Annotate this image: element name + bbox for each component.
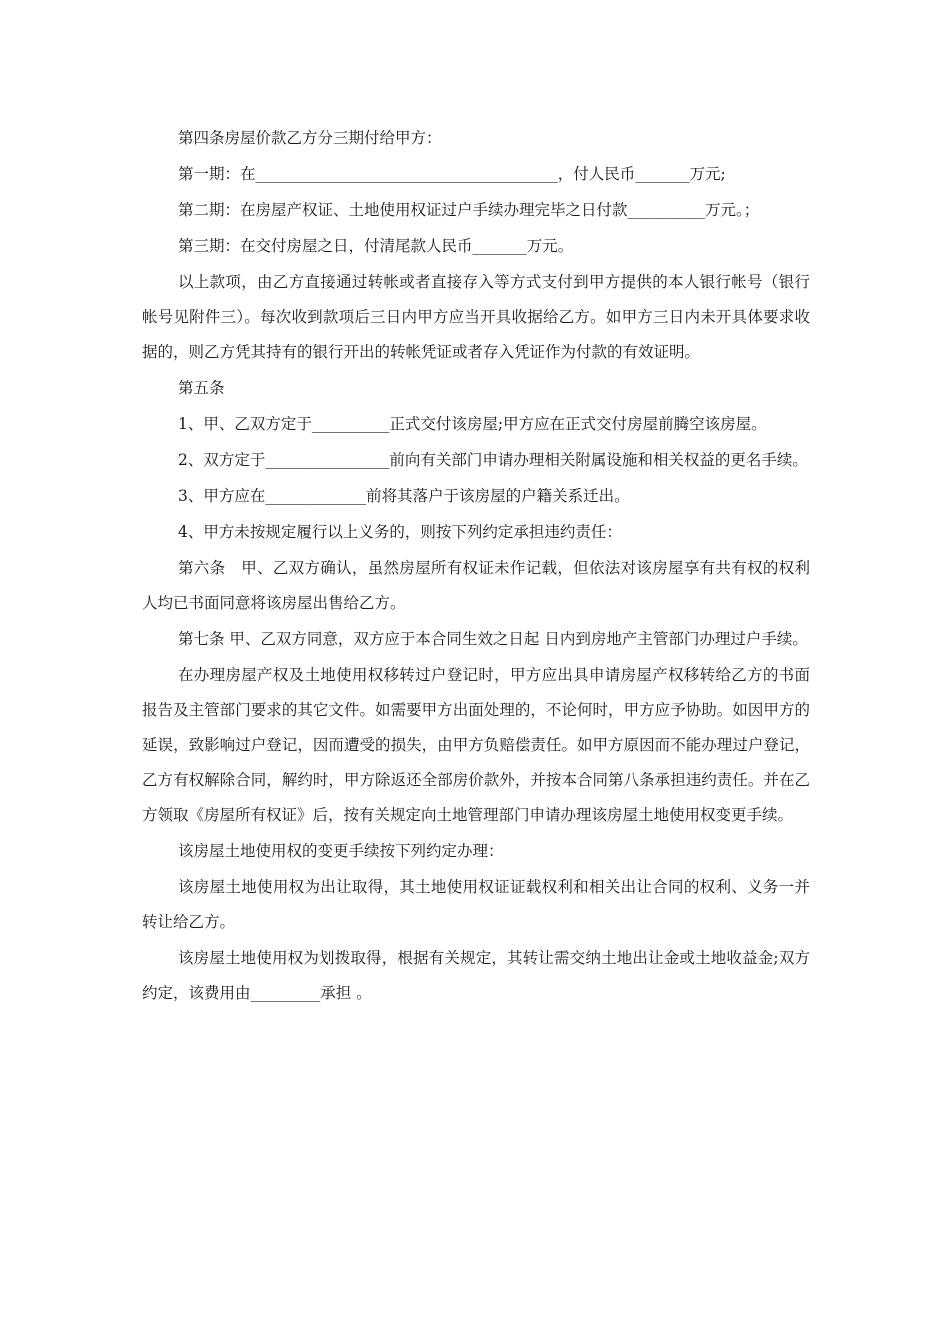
article-6-text: 第六条 甲、乙双方确认，虽然房屋所有权证未作记载，但依法对该房屋享有共有权的权利人均已书面同意将该房屋出售给乙方。	[142, 559, 810, 612]
article-5-item-2: 2、双方定于________________前向有关部门申请办理相关附属设施和相关权益的更名手续。	[178, 451, 808, 469]
article-5-title: 第五条	[178, 379, 225, 397]
article-5-item-1: 1、甲、乙双方定于__________正式交付该房屋;甲方应在正式交付房屋前腾空该房屋。	[178, 415, 767, 433]
article-7-transfer-registration: 在办理房屋产权及土地使用权移转过户登记时，甲方应出具申请房屋产权移转给乙方的书面报告及主管部门要求的其它文件。如需要甲方出面处理的，不论何时，甲方应予协助。如因甲方的延误，致影响过户登记，因而遭受的损失，由甲方负赔偿责任。如甲方原因而不能办理过户登记，乙方有权解除合同，解约时，甲方除返还全部房价款外，并按本合同第八条承担违约责任。并在乙方领取《房屋所有权证》后，按有关规定向土地管理部门申请办理该房屋土地使用权变更手续。	[142, 666, 810, 824]
article-5-item-3: 3、甲方应在_____________前将其落户于该房屋的户籍关系迁出。	[178, 487, 630, 505]
article-4-phase-3: 第三期：在交付房屋之日，付清尾款人民币_______万元。	[178, 237, 574, 255]
article-7-land-transfer: 该房屋土地使用权为出让取得，其土地使用权证证载权利和相关出让合同的权利、义务一并转让给乙方。	[142, 878, 810, 931]
article-7-land-change-intro: 该房屋土地使用权的变更手续按下列约定办理：	[178, 842, 504, 860]
article-4-phase-2: 第二期：在房屋产权证、土地使用权证过户手续办理完毕之日付款__________万元。；	[178, 201, 760, 219]
article-7-text: 第七条 甲、乙双方同意，双方应于本合同生效之日起 日内到房地产主管部门办理过户手续。	[178, 630, 808, 648]
article-4-payment-method: 以上款项，由乙方直接通过转帐或者直接存入等方式支付到甲方提供的本人银行帐号（银行帐号见附件三）。每次收到款项后三日内甲方应当开具收据给乙方。如甲方三日内未开具体要求收据的，则乙方凭其持有的银行开出的转帐凭证或者存入凭证作为付款的有效证明。	[142, 273, 810, 361]
contract-body	[142, 121, 810, 1011]
article-7-land-allocation: 该房屋土地使用权为划拨取得，根据有关规定，其转让需交纳土地出让金或土地收益金;双方约定，该费用由_________承担 。	[142, 949, 810, 1002]
article-4-title: 第四条房屋价款乙方分三期付给甲方：	[178, 129, 442, 147]
article-4-phase-1: 第一期：在_______________________________________，付人民币_______万元;	[178, 165, 726, 183]
article-5-item-4: 4、甲方未按规定履行以上义务的，则按下列约定承担违约责任：	[178, 523, 622, 541]
